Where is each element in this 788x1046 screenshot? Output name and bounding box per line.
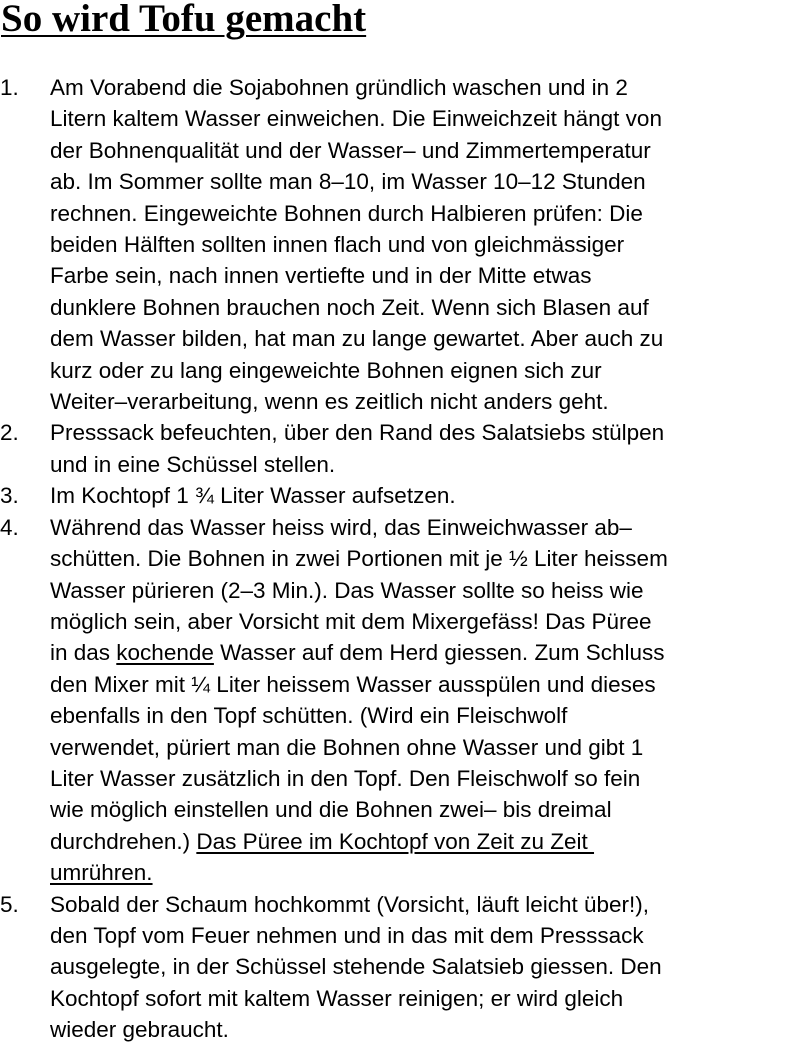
text-line: Während das Wasser heiss wird, das Einweichwasser ab–	[50, 514, 632, 540]
text-line: der Bohnenqualität und der Wasser– und Zimmertemperatur	[50, 137, 651, 163]
text-line: dem Wasser bilden, hat man zu lange gewartet. Aber auch zu	[50, 326, 664, 352]
list-item	[0, 480, 788, 511]
text-line: schütten. Die Bohnen in zwei Portionen mit je ½ Liter heissem	[50, 546, 668, 572]
text-line: Sobald der Schaum hochkommt (Vorsicht, läuft leicht über!),	[50, 891, 650, 917]
text-line: Liter Wasser zusätzlich in den Topf. Den Fleischwolf so fein	[50, 765, 641, 791]
text-line: Litern kaltem Wasser einweichen. Die Einweichzeit hängt von	[50, 106, 662, 132]
text-line: Wasser pürieren (2–3 Min.). Das Wasser sollte so heiss wie	[50, 577, 644, 603]
text-segment: Wasser auf dem Herd giessen. Zum Schluss	[213, 640, 665, 666]
text-line: ebenfalls in den Topf schütten. (Wird ein Fleischwolf	[50, 703, 568, 729]
text-line: verwendet, püriert man die Bohnen ohne Wasser und gibt 1	[50, 734, 644, 760]
instruction-list	[0, 72, 788, 1046]
text-segment: durchdrehen.)	[50, 828, 197, 854]
list-item	[0, 417, 788, 480]
text-line	[50, 637, 788, 668]
list-item	[0, 72, 788, 417]
text-line: und in eine Schüssel stellen.	[50, 451, 336, 477]
list-item	[0, 889, 788, 1046]
step-number: 3.	[0, 483, 19, 509]
step-number: 2.	[0, 420, 19, 446]
text-line: dunklere Bohnen brauchen noch Zeit. Wenn sich Blasen auf	[50, 294, 649, 320]
text-line	[50, 857, 788, 888]
text-line: ab. Im Sommer sollte man 8–10, im Wasser 10–12 Stunden	[50, 169, 646, 195]
text-line: Weiter–verarbeitung, wenn es zeitlich nicht anders geht.	[50, 389, 609, 415]
step-number: 1.	[0, 75, 19, 100]
text-line: Presssack befeuchten, über den Rand des Salatsiebs stülpen	[50, 420, 665, 446]
text-line: wieder gebraucht.	[50, 1017, 229, 1043]
underlined-text: kochende	[116, 640, 214, 666]
document-title: So wird Tofu gemacht	[1, 0, 367, 40]
underlined-text: Das Püree im Kochtopf von Zeit zu Zeit	[196, 828, 595, 854]
text-line	[50, 826, 788, 857]
text-line: beiden Hälften sollten innen flach und von gleichmässiger	[50, 232, 625, 258]
text-line: wie möglich einstellen und die Bohnen zwei– bis dreimal	[50, 797, 612, 823]
text-line: Im Kochtopf 1 ¾ Liter Wasser aufsetzen.	[50, 483, 456, 509]
text-line: den Mixer mit ¼ Liter heissem Wasser ausspülen und dieses	[50, 671, 656, 697]
underlined-text: umrühren.	[50, 860, 153, 886]
step-number: 4.	[0, 514, 19, 540]
text-line: rechnen. Eingeweichte Bohnen durch Halbieren prüfen: Die	[50, 200, 643, 226]
text-line: Farbe sein, nach innen vertiefte und in der Mitte etwas	[50, 263, 592, 289]
text-line: ausgelegte, in der Schüssel stehende Salatsieb giessen. Den	[50, 954, 662, 980]
step-number: 5.	[0, 891, 19, 917]
text-line: möglich sein, aber Vorsicht mit dem Mixergefäss! Das Püree	[50, 608, 652, 634]
text-line: den Topf vom Feuer nehmen und in das mit dem Presssack	[50, 922, 644, 948]
text-line: Kochtopf sofort mit kaltem Wasser reinigen; er wird gleich	[50, 985, 624, 1011]
list-item	[0, 512, 788, 889]
text-line: Am Vorabend die Sojabohnen gründlich waschen und in 2	[50, 75, 628, 100]
text-line: kurz oder zu lang eingeweichte Bohnen eignen sich zur	[50, 357, 602, 383]
text-segment: in das	[50, 640, 117, 666]
